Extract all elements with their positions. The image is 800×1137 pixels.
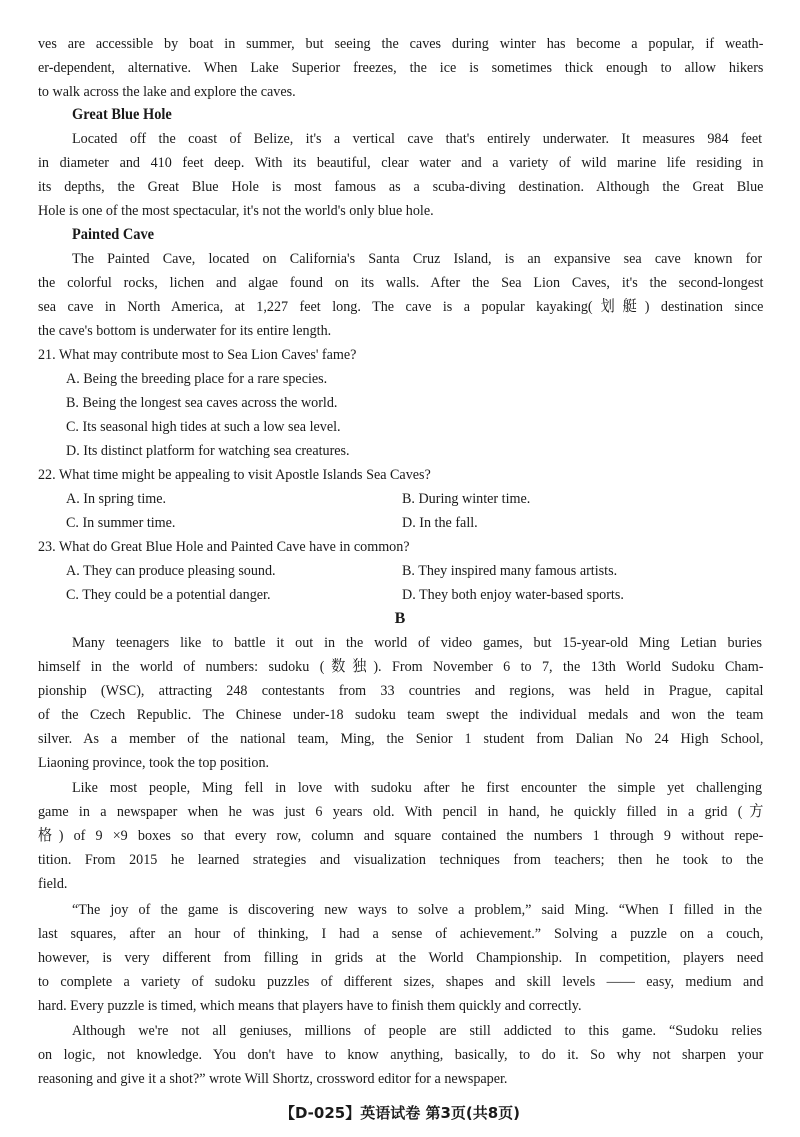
section-b-title: B [394,610,406,627]
passage-line: tition. From 2015 he learned strategies and visualization techniques from teachers; then he took to the [38,851,764,868]
passage-line: sea cave in North America, at 1,227 feet long. The cave is a popular kayaking(划艇) destination since [38,298,764,315]
section-heading-painted-cave: Painted Cave [72,226,155,243]
passage-line: to walk across the lake and explore the caves. [38,83,296,100]
question-23-stem: 23. What do Great Blue Hole and Painted Cave have in common? [38,538,410,555]
passage-line: er-dependent, alternative. When Lake Superior freezes, the ice is sometimes thick enough to allow hikers [38,59,764,76]
question-22-option-d[interactable]: D. In the fall. [402,514,478,531]
passage-line: hard. Every puzzle is timed, which means that players have to finish them quickly and correctly. [38,997,582,1014]
passage-line: ves are accessible by boat in summer, but seeing the caves during winter has become a popular, if weath- [38,35,764,52]
passage-line: the cave's bottom is underwater for its entire length. [38,322,332,339]
passage-line: Many teenagers like to battle it out in the world of video games, but 15-year-old Ming Letian buries [72,634,763,651]
question-22-stem: 22. What time might be appealing to visit Apostle Islands Sea Caves? [38,466,431,483]
passage-line: field. [38,875,68,892]
question-23-option-c[interactable]: C. They could be a potential danger. [66,586,271,603]
question-21-option-b[interactable]: B. Being the longest sea caves across the world. [66,394,338,411]
question-21-option-a[interactable]: A. Being the breeding place for a rare species. [66,370,328,387]
passage-line: Hole is one of the most spectacular, it's not the world's only blue hole. [38,202,434,219]
section-heading-great-blue-hole: Great Blue Hole [72,106,172,123]
passage-line: game in a newspaper when he was just 6 years old. With pencil in hand, he quickly filled in a grid (方 [38,803,764,820]
passage-line: last squares, after an hour of thinking, I had a sense of achievement.” Solving a puzzle on a couch, [38,925,764,942]
passage-line: to complete a variety of sudoku puzzles of different sizes, shapes and skill levels —— easy, medium and [38,973,764,990]
passage-line: its depths, the Great Blue Hole is most famous as a scuba-diving destination. Although the Great Blue [38,178,764,195]
question-23-option-b[interactable]: B. They inspired many famous artists. [402,562,618,579]
question-21-stem: 21. What may contribute most to Sea Lion Caves' fame? [38,346,357,363]
question-21-option-d[interactable]: D. Its distinct platform for watching sea creatures. [66,442,350,459]
passage-line: “The joy of the game is discovering new ways to solve a problem,” said Ming. “When I filled in the [72,901,763,918]
passage-line: of the Czech Republic. The Chinese under-18 sudoku team swept the individual medals and won the team [38,706,764,723]
question-22-option-a[interactable]: A. In spring time. [66,490,167,507]
passage-line: silver. As a member of the national team, Ming, the Senior 1 student from Dalian No 24 High School, [38,730,764,747]
passage-line: the colorful rocks, lichen and algae found on its walls. After the Sea Lion Caves, it's the second-longest [38,274,764,291]
question-23-option-a[interactable]: A. They can produce pleasing sound. [66,562,276,579]
passage-line: Although we're not all geniuses, millions of people are still addicted to this game. “Sudoku relies [72,1022,763,1039]
question-21-option-c[interactable]: C. Its seasonal high tides at such a low sea level. [66,418,341,435]
question-22-option-c[interactable]: C. In summer time. [66,514,176,531]
question-23-option-d[interactable]: D. They both enjoy water-based sports. [402,586,624,603]
passage-line: Liaoning province, took the top position. [38,754,270,771]
passage-line: reasoning and give it a shot?” wrote Will Shortz, crossword editor for a newspaper. [38,1070,508,1087]
passage-line: himself in the world of numbers: sudoku (数独). From November 6 to 7, the 13th World Sudoku Cham- [38,658,764,675]
page-footer: 【D-025】英语试卷 第3页(共8页) [279,1104,521,1122]
passage-line: on logic, not knowledge. You don't have to know anything, basically, to do it. So why not sharpen your [38,1046,764,1063]
passage-line: however, is very different from filling in grids at the World Championship. In competition, players need [38,949,764,966]
passage-line: pionship (WSC), attracting 248 contestants from 33 countries and regions, was held in Prague, capital [38,682,764,699]
passage-line: Located off the coast of Belize, it's a vertical cave that's entirely underwater. It measures 984 feet [72,130,763,147]
passage-line: 格) of 9 ×9 boxes so that every row, column and square contained the numbers 1 through 9 without repe- [38,827,764,844]
passage-line: The Painted Cave, located on California's Santa Cruz Island, is an expansive sea cave known for [72,250,763,267]
passage-line: in diameter and 410 feet deep. With its beautiful, clear water and a variety of wild marine life residing in [38,154,764,171]
question-22-option-b[interactable]: B. During winter time. [402,490,531,507]
passage-line: Like most people, Ming fell in love with sudoku after he first encounter the simple yet challenging [72,779,763,796]
